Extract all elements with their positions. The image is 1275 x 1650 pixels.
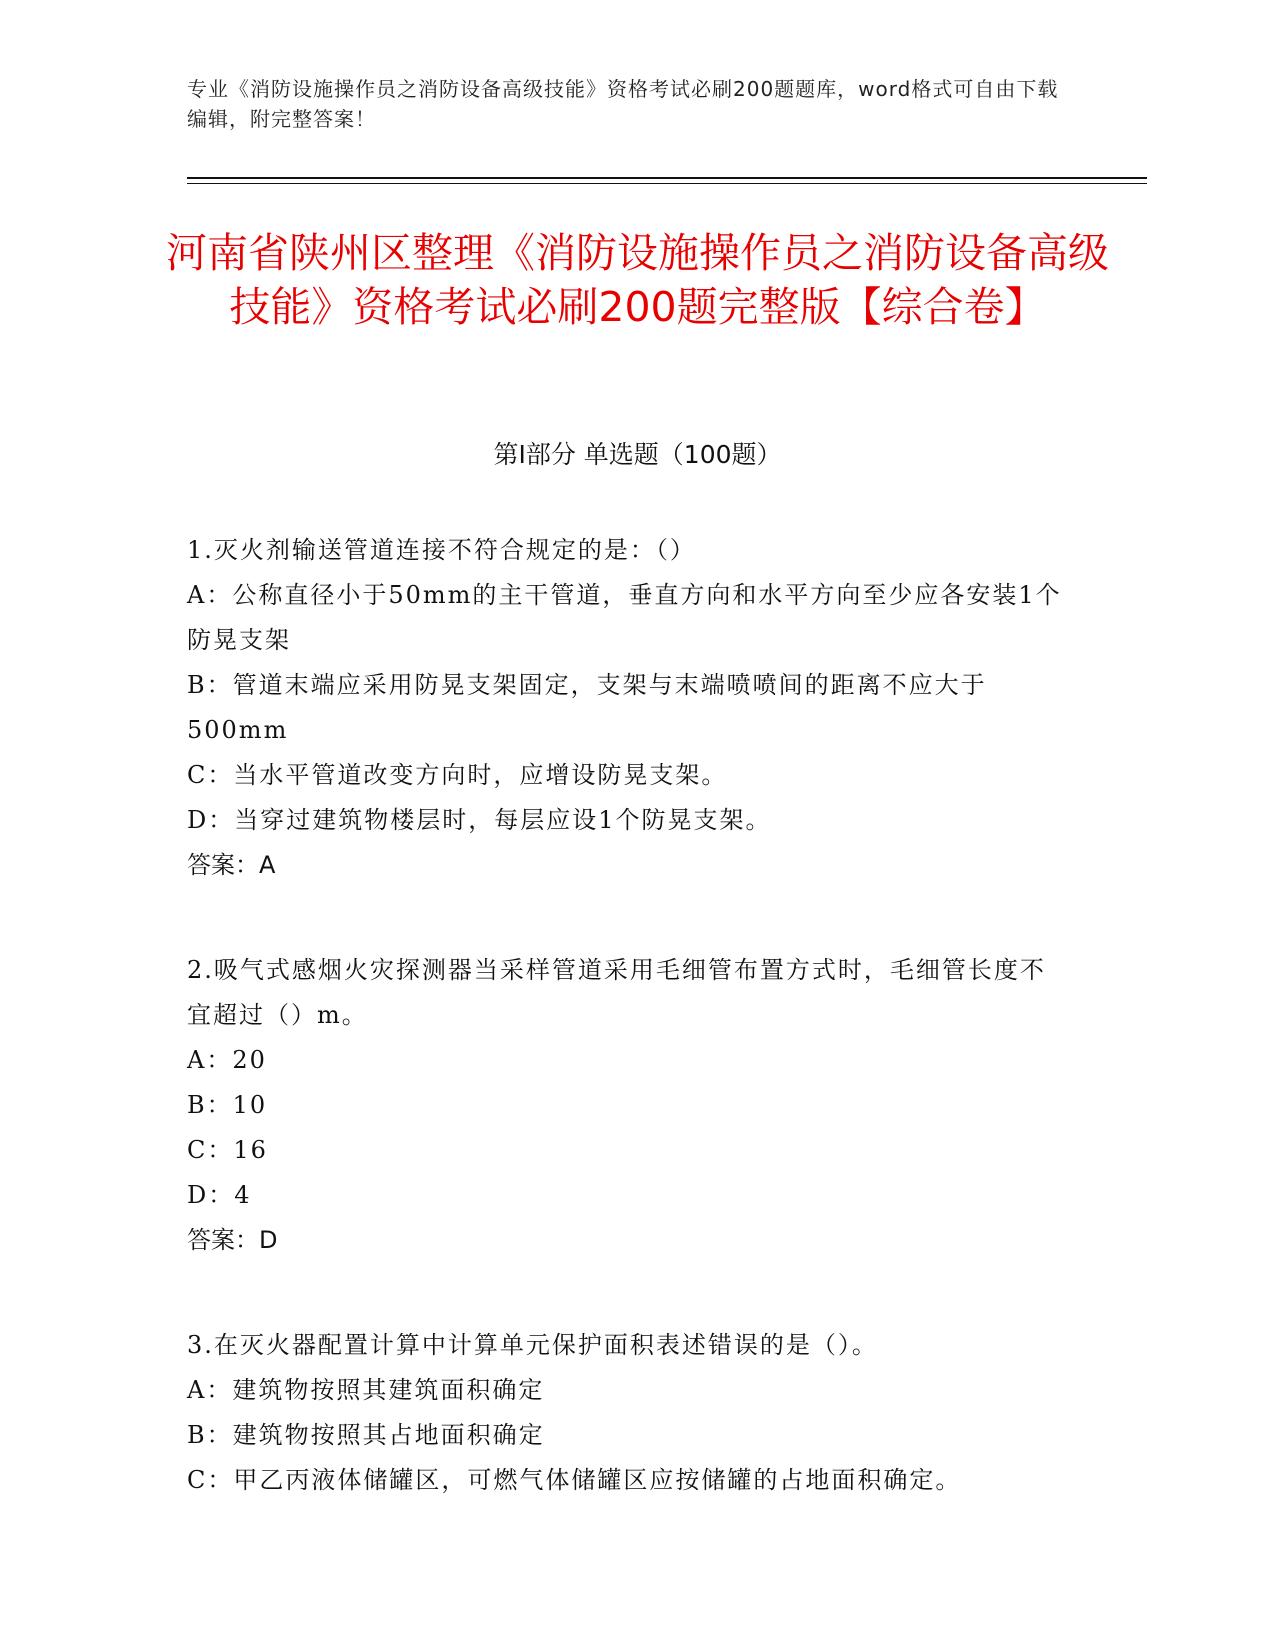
answer: 答案：D [187, 1226, 278, 1254]
option-a: A：公称直径小于50mm的主干管道，垂直方向和水平方向至少应各安装1个防晃支架 [187, 581, 1062, 654]
question-stem: 1.灭火剂输送管道连接不符合规定的是：（） [187, 536, 696, 564]
option-b: B：10 [187, 1091, 268, 1119]
option-d: D：4 [187, 1181, 252, 1209]
option-a: A：20 [187, 1046, 267, 1074]
option-c: C：甲乙丙液体储罐区，可燃气体储罐区应按储罐的占地面积确定。 [187, 1466, 962, 1494]
question-1 [187, 528, 1067, 888]
answer: 答案：A [187, 851, 276, 879]
option-d: D：当穿过建筑物楼层时，每层应设1个防晃支架。 [187, 806, 772, 834]
header-rule-thick [187, 177, 1147, 179]
question-2 [187, 948, 1067, 1263]
question-list [187, 528, 1067, 1503]
document-title: 河南省陕州区整理《消防设施操作员之消防设备高级技能》资格考试必刷200题完整版【综合卷】 [166, 229, 1109, 331]
option-a: A：建筑物按照其建筑面积确定 [187, 1376, 545, 1404]
option-c: C：当水平管道改变方向时，应增设防晃支架。 [187, 761, 728, 789]
header-note: 专业《消防设施操作员之消防设备高级技能》资格考试必刷200题题库，word格式可自由下载编辑，附完整答案！ [187, 77, 1059, 131]
question-spacer [187, 888, 1067, 948]
option-b: B：管道末端应采用防晃支架固定，支架与末端喷喷间的距离不应大于500mm [187, 671, 987, 744]
question-stem: 3.在灭火器配置计算中计算单元保护面积表述错误的是（）。 [187, 1331, 878, 1359]
section-heading: 第I部分 单选题（100题） [493, 440, 782, 469]
question-spacer [187, 1263, 1067, 1323]
option-c: C：16 [187, 1136, 268, 1164]
option-b: B：建筑物按照其占地面积确定 [187, 1421, 545, 1449]
header-rule-thin [187, 183, 1147, 184]
question-stem: 2.吸气式感烟火灾探测器当采样管道采用毛细管布置方式时，毛细管长度不宜超过（）m。 [187, 956, 1046, 1029]
question-3 [187, 1323, 1067, 1503]
